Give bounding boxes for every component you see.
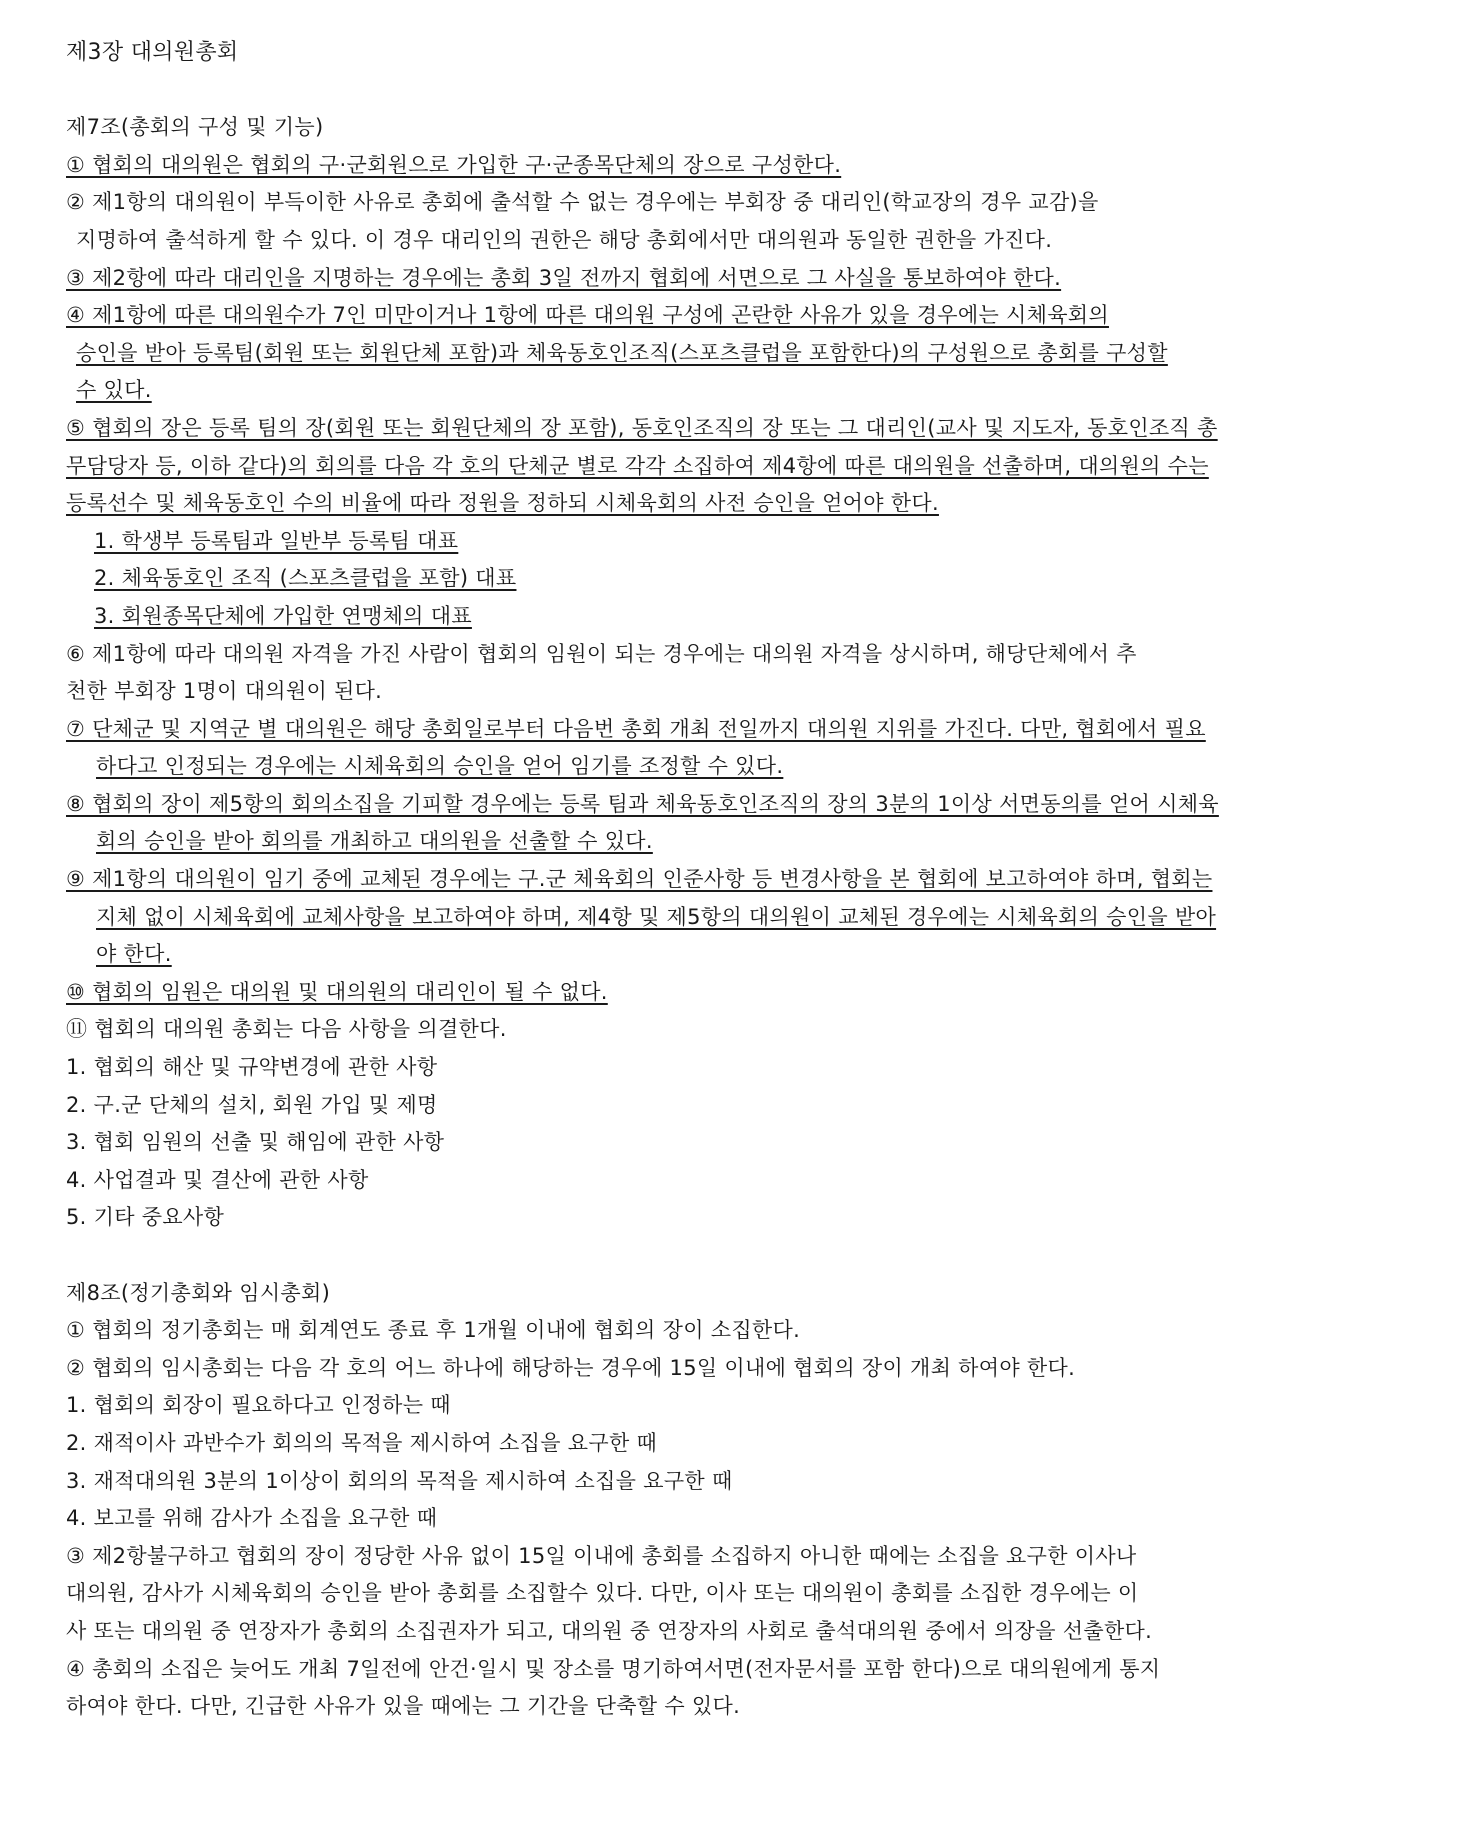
clause-line xyxy=(66,372,1334,410)
clause-text: 승인을 받아 등록팀(회원 또는 회원단체 포함)과 체육동호인조직(스포츠클럽을 포함한다)의 구성원으로 총회를 구성할 xyxy=(76,340,1168,365)
clause-line xyxy=(66,1162,1334,1200)
clause-line xyxy=(66,485,1334,523)
clause-text: 5. 기타 중요사항 xyxy=(66,1205,225,1230)
clause-text: 3. 회원종목단체에 가입한 연맹체의 대표 xyxy=(94,603,472,628)
article-heading: 제7조(총회의 구성 및 기능) xyxy=(66,115,324,140)
clause-text: 등록선수 및 체육동호인 수의 비율에 따라 정원을 정하되 시체육회의 사전 승인을 얻어야 한다. xyxy=(66,491,939,516)
clause-text: ① 협회의 정기총회는 매 회계연도 종료 후 1개월 이내에 협회의 장이 소집한다. xyxy=(66,1318,801,1343)
clause-line xyxy=(66,1049,1334,1087)
clause-line xyxy=(66,1500,1334,1538)
clause-text: 2. 체육동호인 조직 (스포츠클럽을 포함) 대표 xyxy=(94,566,517,591)
clause-line xyxy=(66,1199,1334,1237)
clause-line xyxy=(66,861,1334,899)
clause-line xyxy=(66,823,1334,861)
article-8 xyxy=(66,1275,1334,1726)
clause-text: 1. 학생부 등록팀과 일반부 등록팀 대표 xyxy=(94,528,459,553)
clause-text: 하다고 인정되는 경우에는 시체육회의 승인을 얻어 임기를 조정할 수 있다. xyxy=(96,754,784,779)
clause-line xyxy=(66,1312,1334,1350)
article-7 xyxy=(66,109,1334,1237)
clause-line xyxy=(66,1425,1334,1463)
clause-line xyxy=(66,523,1334,561)
clause-text: ① 협회의 대의원은 협회의 구·군회원으로 가입한 구·군종목단체의 장으로 구성한다. xyxy=(66,152,842,177)
clause-text: ⑥ 제1항에 따라 대의원 자격을 가진 사람이 협회의 임원이 되는 경우에는 대의원 자격을 상시하며, 해당단체에서 추 xyxy=(66,641,1137,666)
clause-line xyxy=(66,899,1334,937)
clause-text: ⑨ 제1항의 대의원이 임기 중에 교체된 경우에는 구.군 체육회의 인준사항 등 변경사항을 본 협회에 보고하여야 하며, 협회는 xyxy=(66,867,1213,892)
clause-line xyxy=(66,1011,1334,1049)
clause-line xyxy=(66,147,1334,185)
spacer xyxy=(66,72,1334,110)
clause-text: 1. 협회의 해산 및 규약변경에 관한 사항 xyxy=(66,1055,438,1080)
clause-line xyxy=(66,1463,1334,1501)
clause-text: ⑩ 협회의 임원은 대의원 및 대의원의 대리인이 될 수 없다. xyxy=(66,979,608,1004)
clause-text: ⑤ 협회의 장은 등록 팀의 장(회원 또는 회원단체의 장 포함), 동호인조직의 장 또는 그 대리인(교사 및 지도자, 동호인조직 총 xyxy=(66,415,1218,440)
clause-text: 4. 보고를 위해 감사가 소집을 요구한 때 xyxy=(66,1506,438,1531)
clause-text: 2. 재적이사 과반수가 회의의 목적을 제시하여 소집을 요구한 때 xyxy=(66,1430,658,1455)
clause-line xyxy=(66,748,1334,786)
chapter-title: 제3장 대의원총회 xyxy=(66,40,239,65)
clause-text: ⑧ 협회의 장이 제5항의 회의소집을 기피할 경우에는 등록 팀과 체육동호인조직의 장의 3분의 1이상 서면동의를 얻어 시체육 xyxy=(66,791,1219,816)
clause-line xyxy=(66,410,1334,448)
clause-text: ⑦ 단체군 및 지역군 별 대의원은 해당 총회일로부터 다음번 총회 개최 전일까지 대의원 지위를 가진다. 다만, 협회에서 필요 xyxy=(66,716,1206,741)
clause-line xyxy=(66,598,1334,636)
clause-text: 무담당자 등, 이하 같다)의 회의를 다음 각 호의 단체군 별로 각각 소집하여 제4항에 따른 대의원을 선출하며, 대의원의 수는 xyxy=(66,453,1209,478)
clause-line xyxy=(66,1613,1334,1651)
clause-text: 3. 재적대의원 3분의 1이상이 회의의 목적을 제시하여 소집을 요구한 때 xyxy=(66,1468,733,1493)
clause-text: 수 있다. xyxy=(76,378,152,403)
clause-text: 천한 부회장 1명이 대의원이 된다. xyxy=(66,679,383,704)
article-7-lines xyxy=(66,147,1334,1237)
clause-line xyxy=(66,1387,1334,1425)
clause-text: 4. 사업결과 및 결산에 관한 사항 xyxy=(66,1167,369,1192)
clause-text: 지명하여 출석하게 할 수 있다. 이 경우 대리인의 권한은 해당 총회에서만 대의원과 동일한 권한을 가진다. xyxy=(76,227,1053,252)
clause-text: 지체 없이 시체육회에 교체사항을 보고하여야 하며, 제4항 및 제5항의 대의원이 교체된 경우에는 시체육회의 승인을 받아 xyxy=(96,904,1217,929)
clause-text: 사 또는 대의원 중 연장자가 총회의 소집권자가 되고, 대의원 중 연장자의 사회로 출석대의원 중에서 의장을 선출한다. xyxy=(66,1618,1153,1643)
clause-line xyxy=(66,560,1334,598)
clause-text: ② 협회의 임시총회는 다음 각 호의 어느 하나에 해당하는 경우에 15일 이내에 협회의 장이 개최 하여야 한다. xyxy=(66,1355,1076,1380)
clause-text: ③ 제2항불구하고 협회의 장이 정당한 사유 없이 15일 이내에 총회를 소집하지 아니한 때에는 소집을 요구한 이사나 xyxy=(66,1543,1137,1568)
clause-line xyxy=(66,936,1334,974)
clause-line xyxy=(66,448,1334,486)
clause-line xyxy=(66,1651,1334,1689)
clause-line xyxy=(66,974,1334,1012)
clause-text: 2. 구.군 단체의 설치, 회원 가입 및 제명 xyxy=(66,1092,438,1117)
clause-line xyxy=(66,222,1334,260)
spacer xyxy=(66,1237,1334,1275)
clause-text: 회의 승인을 받아 회의를 개최하고 대의원을 선출할 수 있다. xyxy=(96,829,653,854)
clause-line xyxy=(66,673,1334,711)
clause-text: ② 제1항의 대의원이 부득이한 사유로 총회에 출석할 수 없는 경우에는 부회장 중 대리인(학교장의 경우 교감)을 xyxy=(66,190,1099,215)
clause-line xyxy=(66,786,1334,824)
clause-line xyxy=(66,711,1334,749)
clause-line xyxy=(66,184,1334,222)
clause-text: ④ 제1항에 따른 대의원수가 7인 미만이거나 1항에 따른 대의원 구성에 곤란한 사유가 있을 경우에는 시체육회의 xyxy=(66,303,1109,328)
clause-line xyxy=(66,1087,1334,1125)
clause-line xyxy=(66,335,1334,373)
clause-line xyxy=(66,1575,1334,1613)
clause-line xyxy=(66,297,1334,335)
clause-text: 야 한다. xyxy=(96,942,172,967)
clause-text: 하여야 한다. 다만, 긴급한 사유가 있을 때에는 그 기간을 단축할 수 있다. xyxy=(66,1694,741,1719)
article-8-lines xyxy=(66,1312,1334,1726)
clause-line xyxy=(66,1538,1334,1576)
clause-line xyxy=(66,1124,1334,1162)
clause-text: 3. 협회 임원의 선출 및 해임에 관한 사항 xyxy=(66,1130,445,1155)
article-heading: 제8조(정기총회와 임시총회) xyxy=(66,1280,331,1305)
clause-text: ③ 제2항에 따라 대리인을 지명하는 경우에는 총회 3일 전까지 협회에 서면으로 그 사실을 통보하여야 한다. xyxy=(66,265,1062,290)
clause-text: ④ 총회의 소집은 늦어도 개최 7일전에 안건·일시 및 장소를 명기하여서면(전자문서를 포함 한다)으로 대의원에게 통지 xyxy=(66,1656,1161,1681)
clause-line xyxy=(66,636,1334,674)
clause-text: 1. 협회의 회장이 필요하다고 인정하는 때 xyxy=(66,1393,451,1418)
clause-line xyxy=(66,1350,1334,1388)
clause-line xyxy=(66,1688,1334,1726)
clause-text: 대의원, 감사가 시체육회의 승인을 받아 총회를 소집할수 있다. 다만, 이사 또는 대의원이 총회를 소집한 경우에는 이 xyxy=(66,1581,1139,1606)
clause-line xyxy=(66,260,1334,298)
clause-text: ⑪ 협회의 대의원 총회는 다음 사항을 의결한다. xyxy=(66,1017,507,1042)
